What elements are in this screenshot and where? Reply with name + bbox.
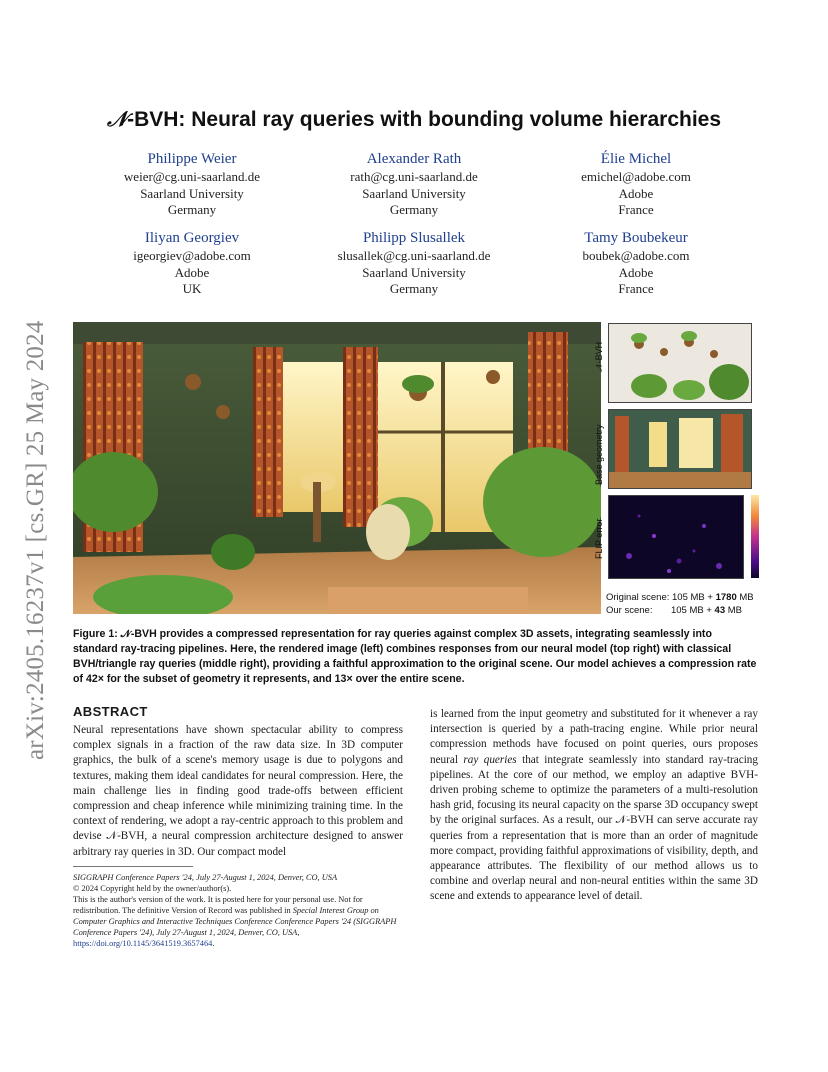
- author-name: Philipp Slusallek: [362, 230, 466, 246]
- author-email: rath@cg.uni-saarland.de: [350, 169, 478, 184]
- author-country: France: [618, 202, 654, 217]
- original-scene-base: 105 MB +: [672, 592, 716, 603]
- paper-title: [0, 107, 828, 132]
- abstract-left-column: [73, 723, 403, 860]
- author-name: Alexander Rath: [366, 151, 462, 167]
- author-affiliation: Saarland University: [362, 264, 466, 280]
- author-block: [309, 150, 519, 219]
- footnote-block: [73, 872, 403, 949]
- author-block: [87, 150, 297, 219]
- title-nbvh-symbol: 𝒩: [106, 107, 128, 131]
- author-block: [531, 150, 741, 219]
- flip-error-colorbar: [751, 495, 759, 578]
- arxiv-stamp: arXiv:2405.16237v1 [cs.GR] 25 May 2024: [22, 320, 49, 760]
- flip-error-image: [609, 496, 743, 578]
- abstract-right-text-1: is learned from the input geometry and substituted for it whenever a ray intersection is queried by a path-tracing engine. While prior neural compression methods have focused on point queries, ours proposes neural: [430, 708, 758, 766]
- our-scene-size: 43: [714, 605, 726, 616]
- author-affiliation: Saarland University: [362, 185, 466, 201]
- doi-link[interactable]: https://doi.org/10.1145/3641519.3657464: [73, 939, 213, 948]
- author-block: [309, 229, 519, 298]
- author-country: France: [618, 281, 654, 296]
- author-name: Tamy Boubekeur: [584, 230, 688, 246]
- author-name: Élie Michel: [600, 151, 672, 167]
- author-email: emichel@adobe.com: [581, 169, 691, 184]
- our-scene-unit: MB: [725, 605, 742, 616]
- author-affiliation: Adobe: [618, 185, 654, 201]
- footnote-notice-venue: Special Interest Group on Computer Graphics and Interactive Techniques Conference Conference Papers '24 (SIGGRAPH Conference Papers '24), July 27-August 1, 2024, Denver, CO, USA: [73, 906, 397, 937]
- footnote-notice: [73, 894, 403, 949]
- footnote-rule: [73, 866, 193, 867]
- author-block: [531, 229, 741, 298]
- title-text: -BVH: Neural ray queries with bounding volume hierarchies: [127, 108, 722, 131]
- our-scene-label: Our scene:: [606, 605, 653, 616]
- author-name: Iliyan Georgiev: [144, 230, 240, 246]
- footnote-venue: SIGGRAPH Conference Papers '24, July 27-August 1, 2024, Denver, CO, USA: [73, 873, 338, 882]
- base-geometry-panel: [608, 409, 752, 489]
- footnote-copyright: © 2024 Copyright held by the owner/author(s).: [73, 884, 232, 893]
- nbvh-render-image: [609, 324, 751, 402]
- original-scene-unit: MB: [736, 592, 754, 603]
- rendered-scene-image: [73, 322, 601, 614]
- author-affiliation: Adobe: [174, 264, 210, 280]
- original-scene-label: Original scene:: [606, 592, 670, 603]
- author-email: igeorgiev@adobe.com: [133, 248, 251, 263]
- base-geometry-image: [609, 410, 751, 488]
- footnote-notice-comma: ,: [297, 928, 300, 937]
- abstract-right-emphasis: ray queries: [463, 753, 517, 766]
- abstract-right-text-2: that integrate seamlessly into standard ray-tracing pipelines. At the core of our method, we employ an adaptive BVH-driven probing scheme to optimize the parameters of a multi-resolution hash grid, focusing its neural capacity on the sparse 3D occupancy swept by the original surfaces. As a result, our 𝒩-BVH can serve accurate ray queries from a representation that is more than an order of magnitude more compact, providing faithful approximations of visibility, depth, and appearance attributes. The flexibility of our method allows us to combine and overlap neural and non-neural entities within the same 3D scene and extends to appearance level of detail.: [430, 753, 758, 903]
- base-geometry-panel-label: Base geometry: [594, 424, 604, 485]
- nbvh-panel-label: 𝒩-BVH: [594, 341, 604, 372]
- author-country: Germany: [389, 281, 439, 296]
- nbvh-render-panel: [608, 323, 752, 403]
- author-name: Philippe Weier: [147, 151, 237, 167]
- flip-error-panel-label: FLIP error: [594, 518, 604, 559]
- author-country: Germany: [167, 202, 217, 217]
- original-scene-stat: [606, 592, 754, 603]
- author-block: [87, 229, 297, 298]
- footnote-doi-period: .: [212, 939, 215, 948]
- author-affiliation: Saarland University: [140, 185, 244, 201]
- abstract-left-text: Neural representations have shown spectacular ability to compress complex signals in a fraction of the raw data size. In 3D computer graphics, the bulk of a scene's memory usage is due to polygons and textures, making them ideal candidates for neural compression. Here, the main challenge lies in finding good trade-offs between efficient compression and cheap inference while minimizing training time. In the context of rendering, we adopt a ray-centric approach to this problem and devise 𝒩-BVH, a neural compression architecture designed to answer arbitrary ray queries in 3D. Our compact model: [73, 724, 403, 858]
- footnote-notice-text: This is the author's version of the work. It is posted here for your personal use. Not for redistribution. The definitive Version of Record was published in: [73, 895, 363, 915]
- our-scene-stat: [606, 605, 742, 616]
- author-email: boubek@adobe.com: [582, 248, 690, 263]
- author-email: slusallek@cg.uni-saarland.de: [337, 248, 491, 263]
- our-scene-base: 105 MB +: [670, 605, 715, 616]
- abstract-heading: ABSTRACT: [73, 704, 148, 719]
- original-scene-size: 1780: [715, 592, 737, 603]
- author-affiliation: Adobe: [618, 264, 654, 280]
- author-country: Germany: [389, 202, 439, 217]
- author-email: weier@cg.uni-saarland.de: [123, 169, 261, 184]
- figure-caption: Figure 1: 𝒩-BVH provides a compressed representation for ray queries against complex 3D assets, integrating seamlessly into standard ray-tracing pipelines. Here, the rendered image (left) combines responses from our neural model (top right) with classical BVH/triangle ray queries (middle right), providing a faithful approximation to the original scene. Our model achieves a compression rate of 42× for the subset of geometry it represents, and 13× over the entire scene.: [73, 628, 757, 685]
- abstract-right-paragraph: [430, 707, 758, 905]
- abstract-right-column: [430, 707, 758, 905]
- flip-error-panel: [608, 495, 744, 579]
- author-country: UK: [182, 281, 202, 296]
